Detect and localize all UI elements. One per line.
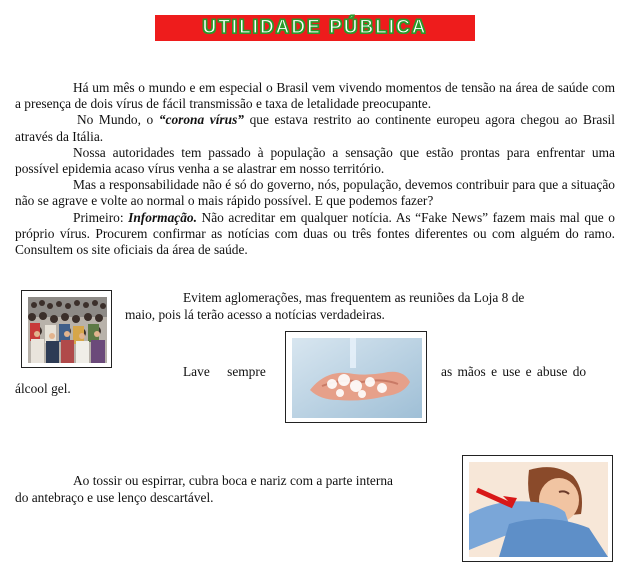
handwashing-photo <box>285 331 427 423</box>
cough-tip <box>15 472 455 506</box>
cough-tip-line-1: Ao tossir ou espirrar, cubra boca e nariz com a parte interna <box>73 473 393 488</box>
crowd-photo <box>21 290 112 368</box>
crowd-tip <box>125 289 615 323</box>
article-body <box>15 80 615 258</box>
crowd-tip-line-1: Evitem aglomerações, mas frequentem as reuniões da Loja 8 de <box>183 290 525 305</box>
cough-tip-line-2: do antebraço e use lenço descartável. <box>15 490 214 505</box>
title-banner <box>155 15 475 41</box>
cough-illustration <box>462 455 613 562</box>
paragraph-1: Há um mês o mundo e em especial o Brasil vem vivendo momentos de tensão na área de saúde com a presença de dois vírus de fácil transmissão e taxa de letalidade preocupante. <box>15 80 615 112</box>
paragraph-5-text: Primeiro: <box>73 209 129 225</box>
wash-tip-right: as mãos e use e abuse do <box>441 364 587 379</box>
wash-tip-left: Lave sempre <box>183 364 266 379</box>
paragraph-5 <box>15 210 615 259</box>
paragraph-4: Mas a responsabilidade não é só do governo, nós, população, devemos contribuir para que a situação não se agrave e volte ao normal o mais rápido possível. E que podemos fazer? <box>15 177 615 209</box>
crowd-tip-line-2: maio, pois lá terão acesso a notícias verdadeiras. <box>125 307 385 322</box>
wash-tip-line-2: álcool gel. <box>15 381 71 396</box>
paragraph-5-text-end: Não acreditar em qualquer notícia. As “Fake News” fazem mais mal que o próprio vírus. Procurem confirmar as notícias com duas ou três fontes diferentes ou com alguém do ramo. Consultem os site oficiais da área de saúde. <box>15 209 615 258</box>
paragraph-2-text: No Mundo, o <box>77 112 159 128</box>
page-title: UTILIDADE PÚBLICA <box>202 17 428 38</box>
paragraph-2 <box>15 112 615 144</box>
paragraph-2-text-end: que estava restrito ao continente europeu agora chegou ao Brasil através da Itália. <box>15 112 615 144</box>
information-emphasis: Informação. <box>128 209 197 225</box>
paragraph-3: Nossa autoridades tem passado à população a sensação que estão prontas para enfrentar uma possível epidemia acaso vírus venha a se alastrar em nosso território. <box>15 144 615 177</box>
corona-virus-emphasis: “corona vírus” <box>158 112 244 128</box>
